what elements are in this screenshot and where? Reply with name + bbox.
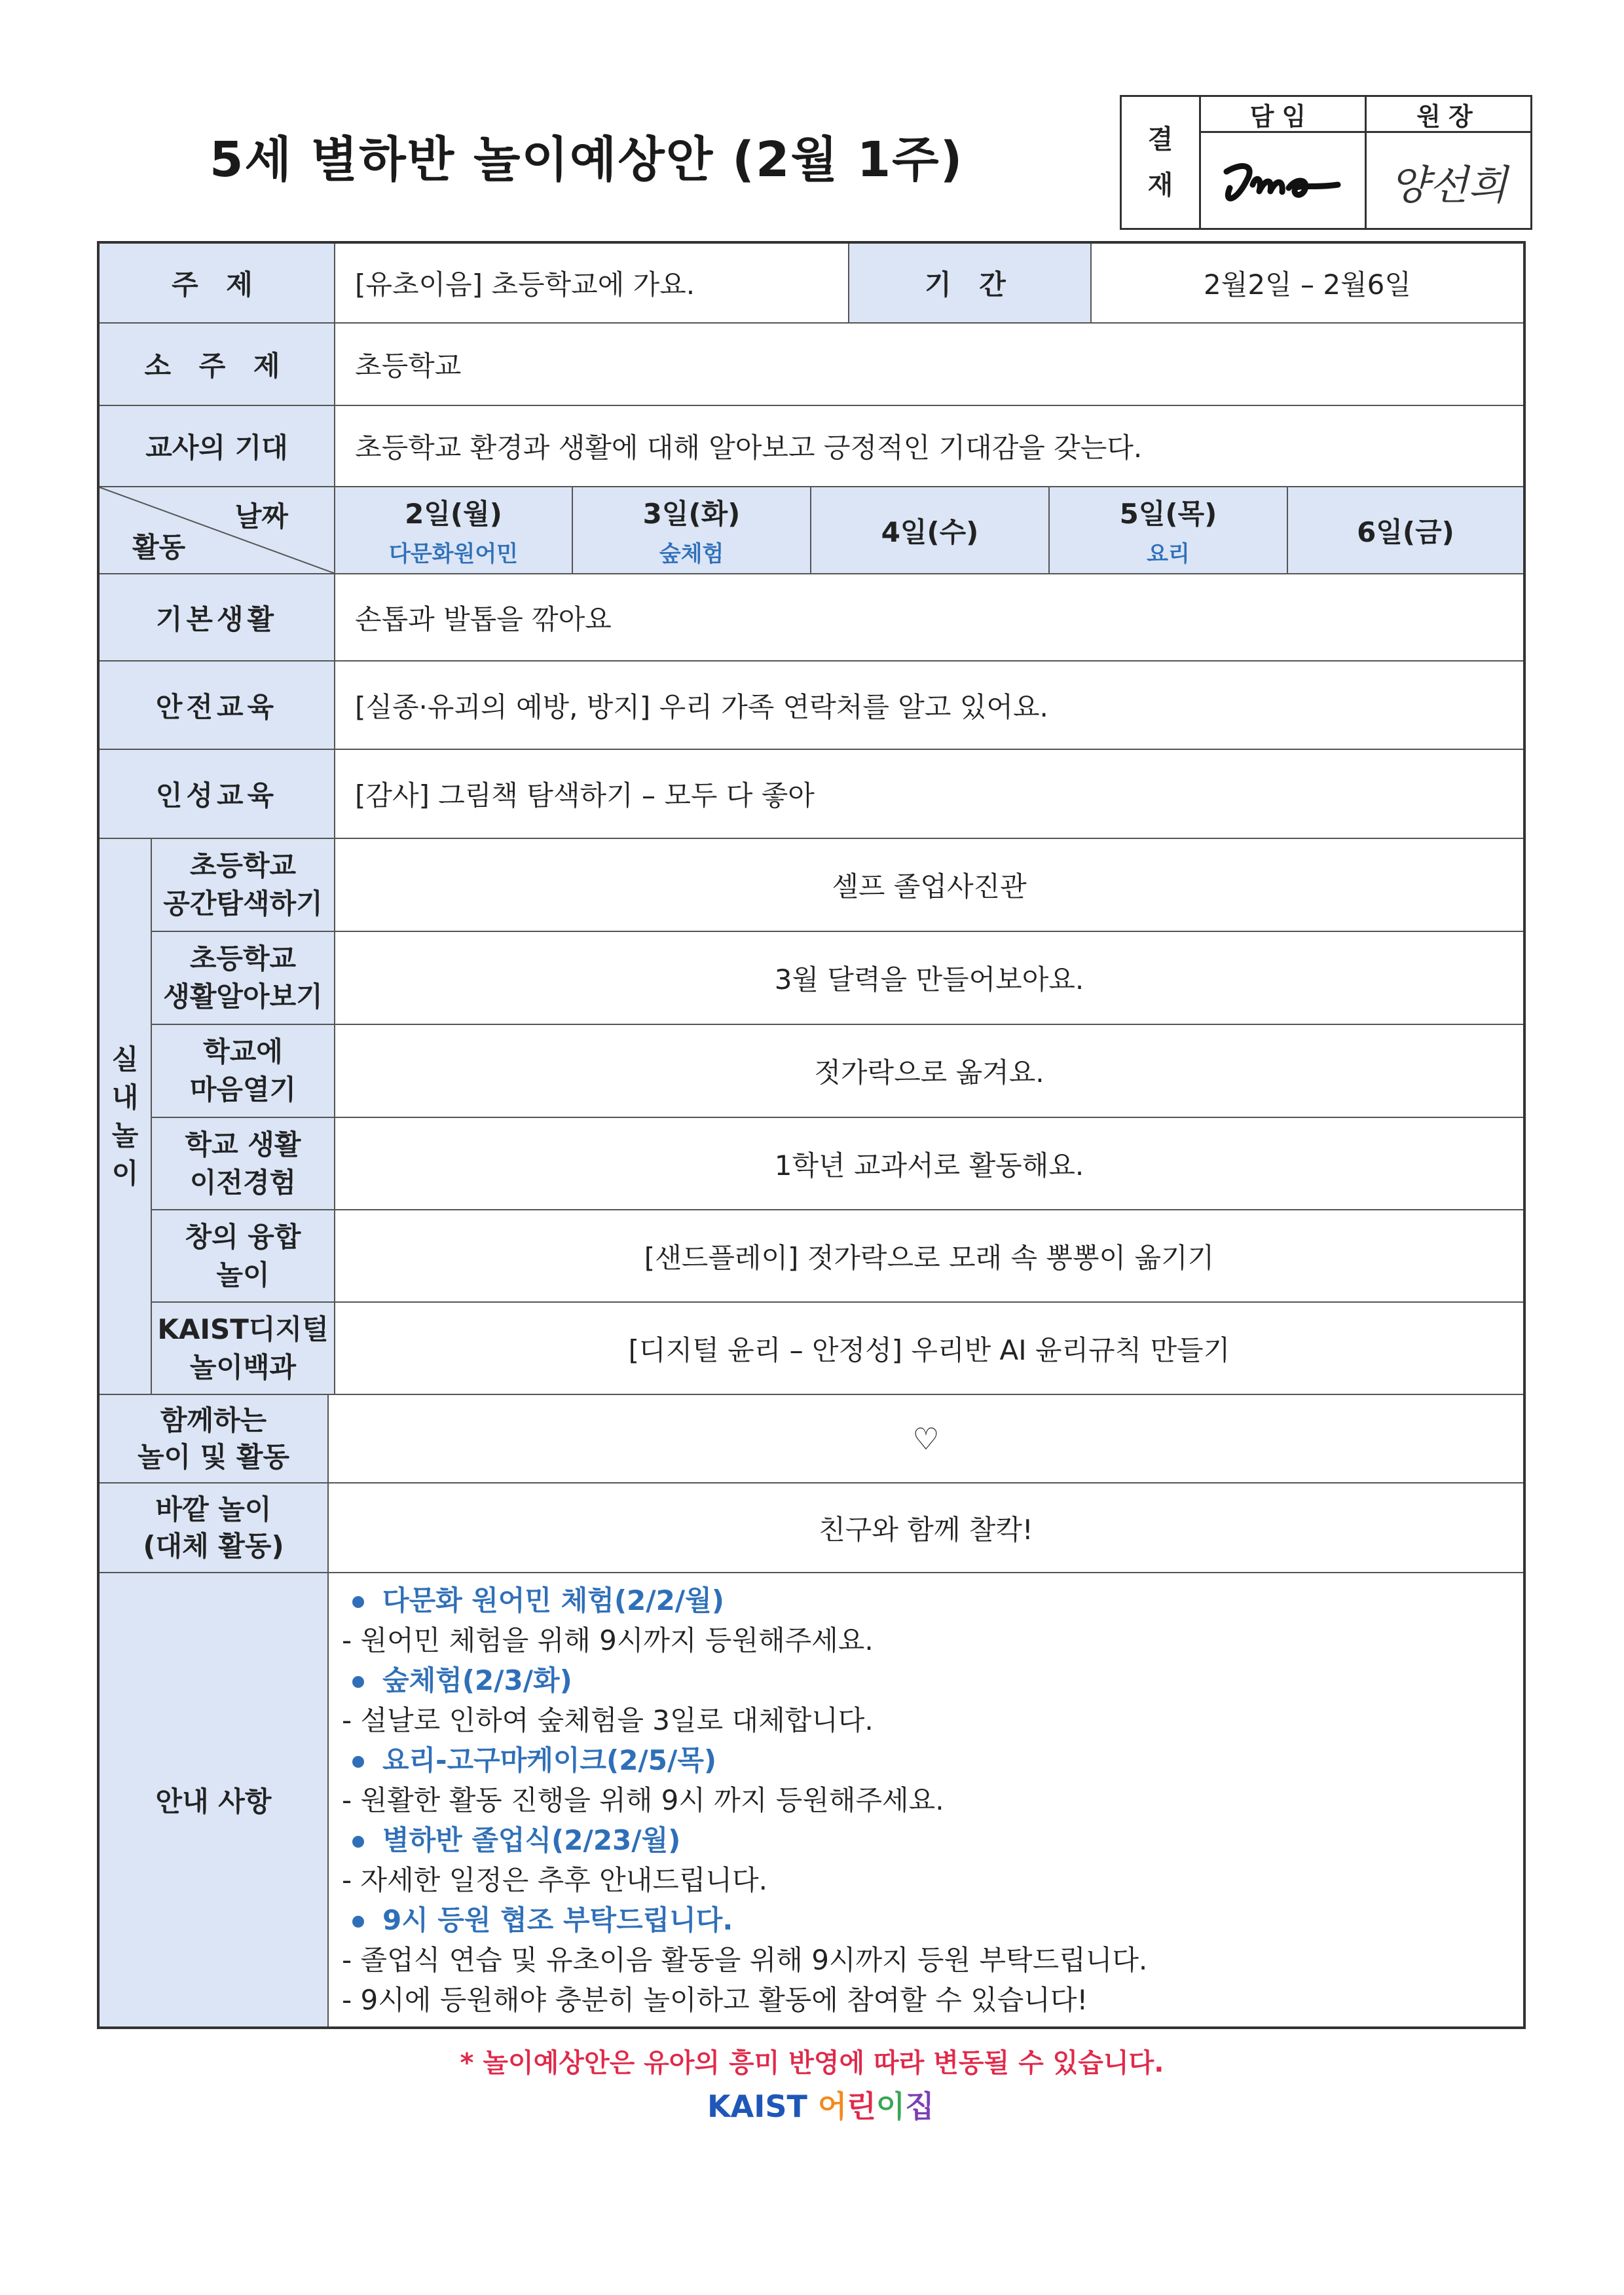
indoor-value-2: 3월 달력을 만들어보아요. bbox=[335, 932, 1523, 1025]
together-label: 함께하는 놀이 및 활동 bbox=[100, 1395, 329, 1483]
indoor-label-4: 학교 생활 이전경험 bbox=[152, 1118, 335, 1210]
plan-table bbox=[97, 241, 1526, 2029]
director-column bbox=[1367, 97, 1530, 228]
teacher-column bbox=[1199, 97, 1367, 228]
indoor-label-6: KAIST디지털 놀이백과 bbox=[152, 1303, 335, 1395]
teacher-signature bbox=[1199, 133, 1365, 230]
notices-label: 안내 사항 bbox=[100, 1573, 329, 2026]
character-label: 인성교육 bbox=[100, 750, 335, 839]
safety-value: [실종·유괴의 예방, 방지] 우리 가족 연락처를 알고 있어요. bbox=[335, 662, 1523, 750]
notice-line-5: - 졸업식 연습 및 유초이음 활동을 위해 9시까지 등원 부탁드립니다. bbox=[342, 1943, 1148, 1976]
notice-bullet-5: 9시 등원 협조 부탁드립니다. bbox=[342, 1900, 733, 1940]
notice-line-2: - 설날로 인하여 숲체험을 3일로 대체합니다. bbox=[342, 1704, 874, 1736]
period-value: 2월2일 – 2월6일 bbox=[1092, 244, 1523, 324]
indoor-value-1: 셀프 졸업사진관 bbox=[335, 839, 1523, 932]
page-title: 5세 별하반 놀이예상안 (2월 1주) bbox=[210, 132, 964, 188]
day-mon: 2일(월) 다문화원어민 bbox=[335, 487, 573, 574]
subtheme-value: 초등학교 bbox=[335, 324, 1523, 406]
notice-bullet-4: 별하반 졸업식(2/23/월) bbox=[342, 1820, 680, 1860]
character-value: [감사] 그림책 탐색하기 – 모두 다 좋아 bbox=[335, 750, 1523, 839]
date-label: 날짜 bbox=[234, 500, 288, 532]
notice-line-3: - 원활한 활동 진행을 위해 9시 까지 등원해주세요. bbox=[342, 1783, 944, 1816]
indoor-value-6: [디지털 윤리 – 안정성] 우리반 AI 윤리규칙 만들기 bbox=[335, 1303, 1523, 1395]
outdoor-label: 바깥 놀이 (대체 활동) bbox=[100, 1483, 329, 1573]
indoor-value-3: 젓가락으로 옮겨요. bbox=[335, 1025, 1523, 1118]
activity-label: 활동 bbox=[132, 531, 186, 563]
day-thu-event: 요리 bbox=[1147, 541, 1190, 567]
theme-value: [유초이음] 초등학교에 가요. bbox=[335, 244, 849, 324]
safety-label: 안전교육 bbox=[100, 662, 335, 750]
notices-list bbox=[329, 1573, 1523, 2026]
day-tue: 3일(화) 숲체험 bbox=[573, 487, 811, 574]
expect-label: 교사의 기대 bbox=[100, 406, 335, 487]
indoor-label-1: 초등학교 공간탐색하기 bbox=[152, 839, 335, 932]
notice-bullet-3: 요리-고구마케이크(2/5/목) bbox=[342, 1740, 716, 1780]
basic-life-value: 손톱과 발톱을 깎아요 bbox=[335, 574, 1523, 662]
director-signature: 양선희 bbox=[1390, 160, 1507, 209]
notice-line-4: - 자세한 일정은 추후 안내드립니다. bbox=[342, 1863, 767, 1896]
indoor-group-label: 실 내 놀 이 bbox=[100, 839, 152, 1395]
day-wed: 4일(수) bbox=[811, 487, 1050, 574]
day-thu: 5일(목) 요리 bbox=[1050, 487, 1288, 574]
expect-value: 초등학교 환경과 생활에 대해 알아보고 긍정적인 기대감을 갖는다. bbox=[335, 406, 1523, 487]
logo-kaist: KAIST bbox=[707, 2089, 807, 2124]
indoor-value-5: [샌드플레이] 젓가락으로 모래 속 뽕뽕이 옮기기 bbox=[335, 1210, 1523, 1303]
together-value: ♡ bbox=[329, 1395, 1523, 1483]
basic-life-label: 기본생활 bbox=[100, 574, 335, 662]
day-mon-event: 다문화원어민 bbox=[388, 541, 519, 567]
subtheme-label: 소 주 제 bbox=[100, 324, 335, 406]
indoor-label-5: 창의 융합 놀이 bbox=[152, 1210, 335, 1303]
notice-line-6: - 9시에 등원해야 충분히 놀이하고 활동에 참여할 수 있습니다! bbox=[342, 1983, 1088, 2016]
kaist-daycare-logo: KAIST 어린이집 bbox=[707, 2089, 934, 2124]
indoor-value-4: 1학년 교과서로 활동해요. bbox=[335, 1118, 1523, 1210]
indoor-label-2: 초등학교 생활알아보기 bbox=[152, 932, 335, 1025]
date-activity-header bbox=[100, 487, 335, 574]
footer-note: * 놀이예상안은 유아의 흥미 반영에 따라 변동될 수 있습니다. bbox=[460, 2048, 1164, 2078]
approval-label: 결 재 bbox=[1122, 97, 1201, 228]
day-tue-event: 숲체험 bbox=[659, 541, 724, 567]
notice-bullet-2: 숲체험(2/3/화) bbox=[342, 1660, 572, 1700]
director-header: 원장 bbox=[1367, 97, 1530, 133]
theme-label: 주 제 bbox=[100, 244, 335, 324]
notice-line-1: - 원어민 체험을 위해 9시까지 등원해주세요. bbox=[342, 1624, 874, 1656]
approval-box bbox=[1120, 95, 1532, 230]
day-fri: 6일(금) bbox=[1288, 487, 1523, 574]
teacher-header: 담임 bbox=[1199, 97, 1365, 133]
notice-bullet-1: 다문화 원어민 체험(2/2/월) bbox=[342, 1580, 724, 1620]
outdoor-value: 친구와 함께 찰칵! bbox=[329, 1483, 1523, 1573]
period-label: 기 간 bbox=[849, 244, 1092, 324]
indoor-label-3: 학교에 마음열기 bbox=[152, 1025, 335, 1118]
